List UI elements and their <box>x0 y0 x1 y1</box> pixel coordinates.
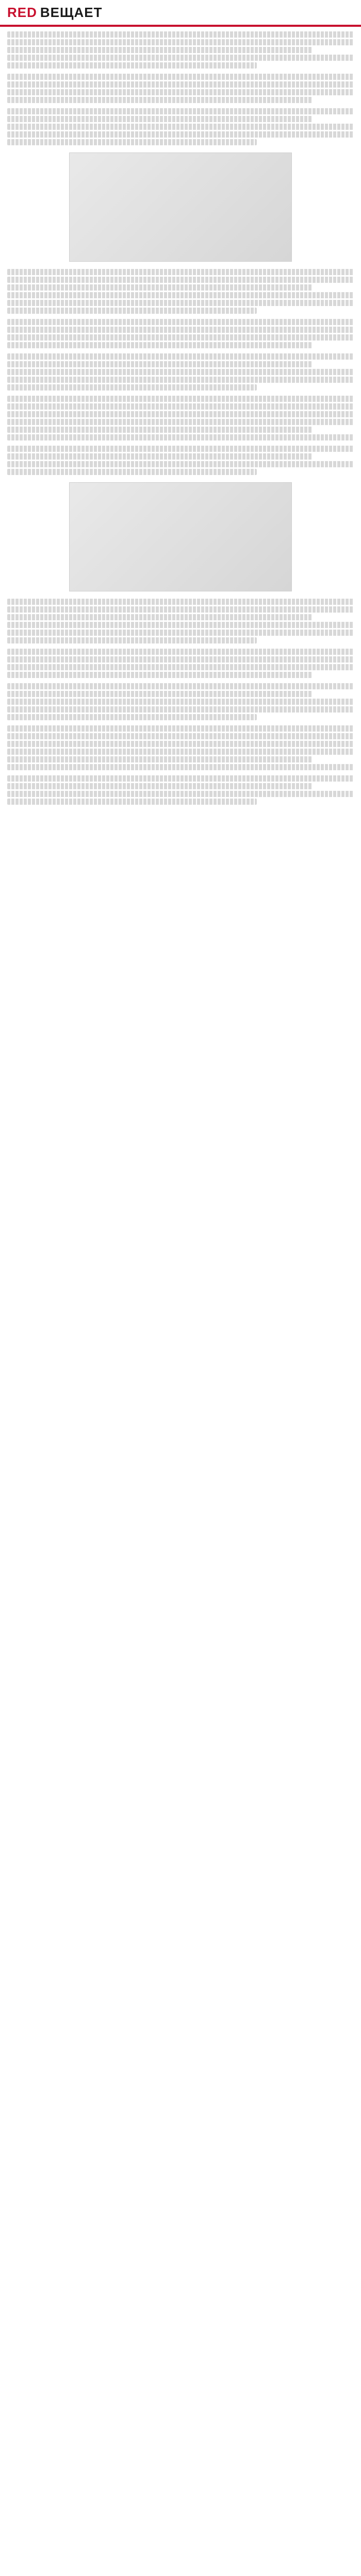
paragraph <box>7 31 354 69</box>
logo-dark: ВЕЩАЕТ <box>40 4 103 20</box>
page-header <box>0 0 361 27</box>
paragraph <box>7 649 354 678</box>
paragraph <box>7 108 354 145</box>
article-image <box>69 152 292 262</box>
paragraph <box>7 725 354 770</box>
paragraph <box>7 775 354 805</box>
paragraph <box>7 353 354 391</box>
paragraph <box>7 396 354 440</box>
paragraph <box>7 446 354 475</box>
article-image <box>69 482 292 591</box>
paragraph <box>7 319 354 348</box>
paragraph <box>7 74 354 103</box>
site-logo[interactable] <box>7 5 103 21</box>
article-body <box>0 27 361 2576</box>
paragraph <box>7 683 354 720</box>
paragraph <box>7 599 354 643</box>
article-text <box>0 27 361 805</box>
paragraph <box>7 269 354 314</box>
logo-red: RED <box>7 4 37 20</box>
